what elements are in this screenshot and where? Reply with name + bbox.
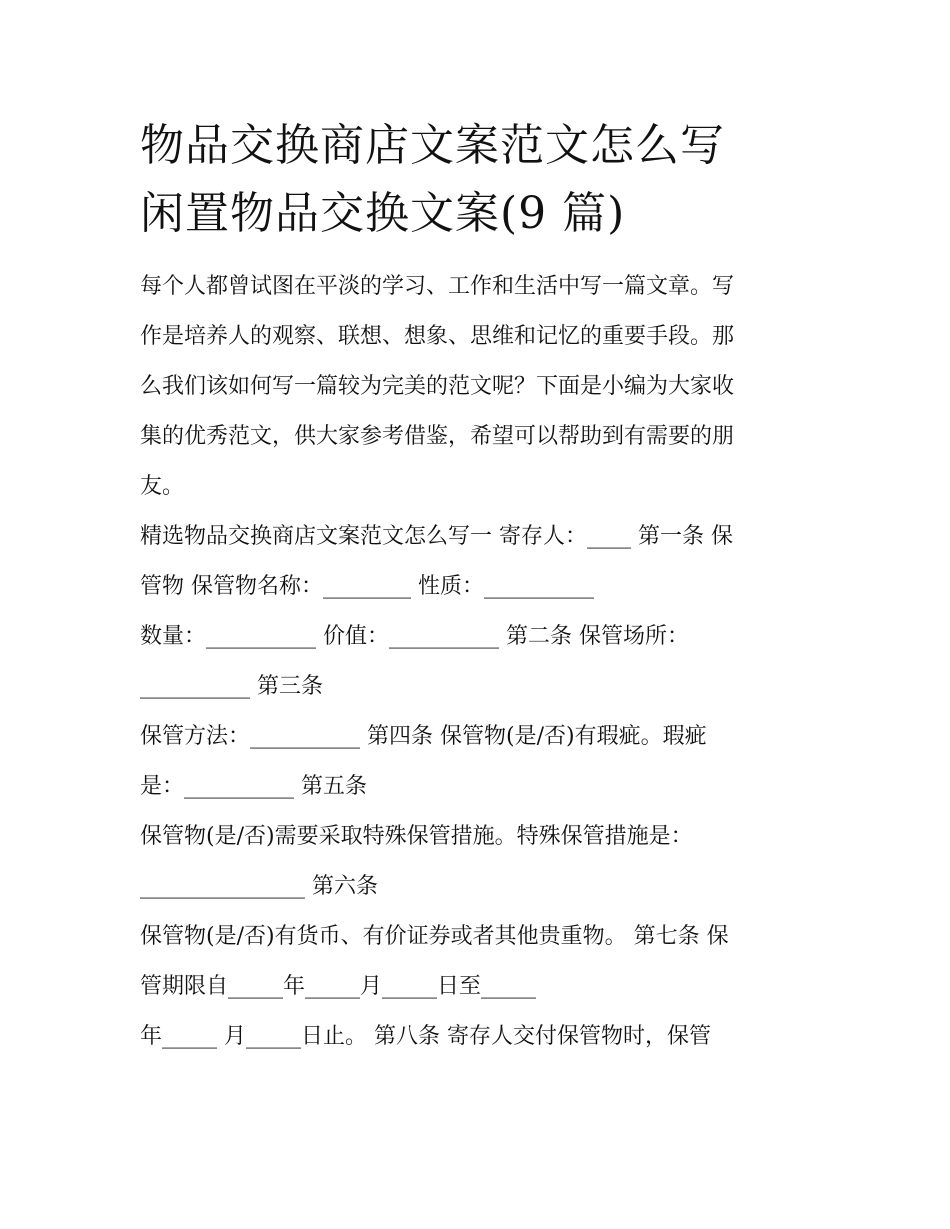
- body-line: 管期限自_____年_____月_____日至_____: [140, 974, 537, 999]
- title-line-1: 物品交换商店文案范文怎么写: [140, 120, 725, 171]
- body-line: 数量：__________ 价值：__________ 第二条 保管场所：: [140, 624, 689, 649]
- body-line: __________ 第三条: [140, 674, 323, 699]
- intro-line: 友。: [140, 474, 185, 499]
- body-line: 管物 保管物名称：________ 性质：__________: [140, 574, 594, 599]
- intro-line: 么我们该如何写一篇较为完美的范文呢？下面是小编为大家收: [140, 374, 735, 399]
- intro-line: 作是培养人的观察、联想、想象、思维和记忆的重要手段。那: [140, 324, 735, 349]
- body-line: 是：__________ 第五条: [140, 774, 367, 799]
- body-line: _______________ 第六条: [140, 874, 378, 899]
- body-line: 年_____ 月_____日止。 第八条 寄存人交付保管物时，保管: [140, 1024, 711, 1049]
- document-title: [140, 112, 820, 248]
- body-line: 保管物(是/否)需要采取特殊保管措施。特殊保管措施是：: [140, 824, 693, 849]
- intro-paragraph: [140, 262, 820, 512]
- title-line-2: 闲置物品交换文案(9 篇): [140, 188, 626, 239]
- body-line: 保管物(是/否)有货币、有价证券或者其他贵重物。 第七条 保: [140, 924, 729, 949]
- body-line: 保管方法：__________ 第四条 保管物(是/否)有瑕疵。瑕疵: [140, 724, 707, 749]
- document-page: [140, 112, 820, 1062]
- intro-line: 每个人都曾试图在平淡的学习、工作和生活中写一篇文章。写: [140, 274, 735, 299]
- body-line: 精选物品交换商店文案范文怎么写一 寄存人：____ 第一条 保: [140, 524, 733, 549]
- contract-body: [140, 512, 820, 1062]
- intro-line: 集的优秀范文，供大家参考借鉴，希望可以帮助到有需要的朋: [140, 424, 735, 449]
